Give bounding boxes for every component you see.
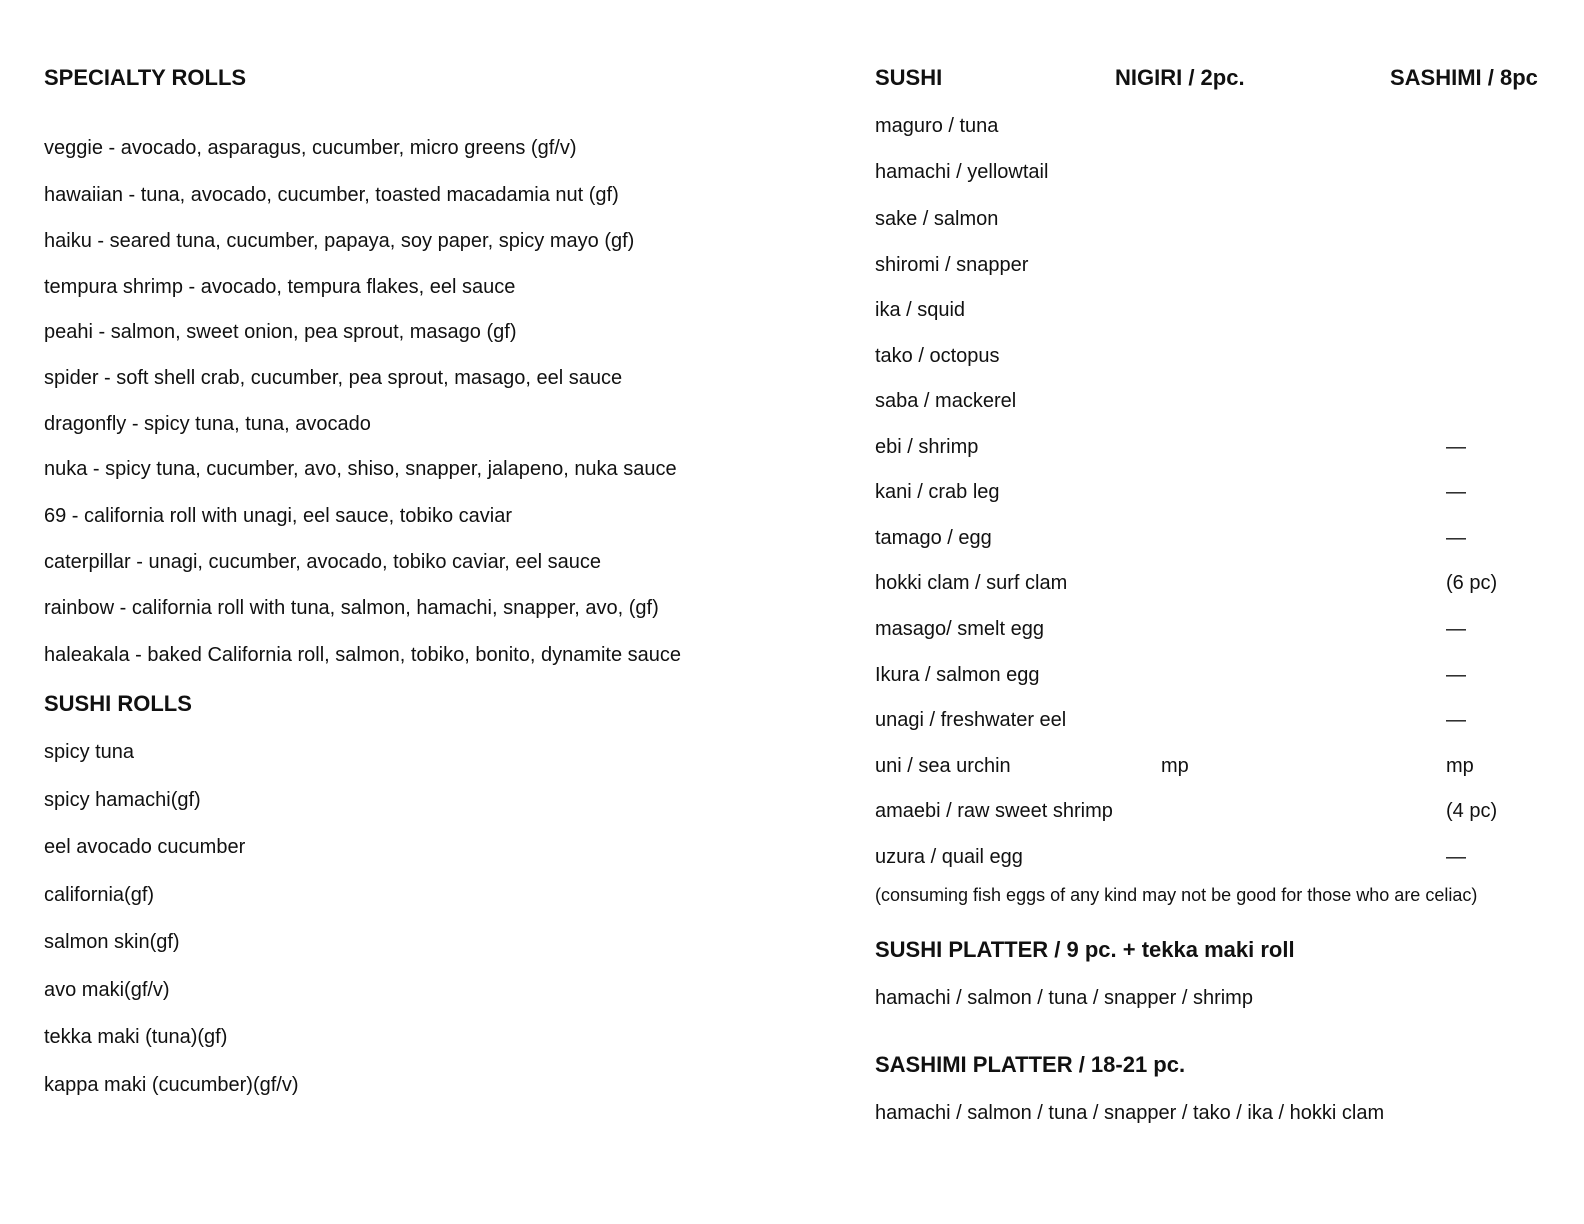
sushi-name: hokki clam / surf clam bbox=[875, 572, 1068, 594]
sashimi-platter-contents: hamachi / salmon / tuna / snapper / tako / ika / hokki clam bbox=[875, 1102, 1385, 1124]
sushi-platter-contents: hamachi / salmon / tuna / snapper / shrimp bbox=[875, 987, 1253, 1009]
list-item bbox=[875, 298, 1545, 322]
list-item: kappa maki (cucumber)(gf/v) bbox=[44, 1074, 299, 1096]
sashimi-price: — bbox=[1446, 481, 1466, 503]
sushi-name: ebi / shrimp bbox=[875, 436, 979, 458]
list-item bbox=[875, 708, 1545, 732]
sushi-name: maguro / tuna bbox=[875, 115, 999, 137]
sushi-name: uzura / quail egg bbox=[875, 846, 1023, 868]
sushi-name: kani / crab leg bbox=[875, 481, 1000, 503]
list-item bbox=[875, 754, 1545, 778]
sashimi-price: — bbox=[1446, 846, 1466, 868]
list-item bbox=[875, 344, 1545, 368]
sashimi-price: (6 pc) bbox=[1446, 572, 1498, 594]
list-item bbox=[875, 389, 1545, 413]
sushi-platter-heading: SUSHI PLATTER / 9 pc. + tekka maki roll bbox=[875, 937, 1295, 962]
list-item: spicy hamachi(gf) bbox=[44, 789, 201, 811]
list-item bbox=[875, 435, 1545, 459]
nigiri-price: mp bbox=[1161, 755, 1189, 777]
list-item bbox=[875, 480, 1545, 504]
sashimi-price: — bbox=[1446, 709, 1466, 731]
list-item bbox=[875, 207, 1545, 231]
list-item: nuka - spicy tuna, cucumber, avo, shiso, snapper, jalapeno, nuka sauce bbox=[44, 458, 677, 480]
sushi-name: saba / mackerel bbox=[875, 390, 1017, 412]
list-item: salmon skin(gf) bbox=[44, 931, 180, 953]
list-item bbox=[875, 799, 1545, 823]
list-item: tempura shrimp - avocado, tempura flakes, eel sauce bbox=[44, 276, 516, 298]
sushi-name: masago/ smelt egg bbox=[875, 618, 1044, 640]
specialty-rolls-heading: SPECIALTY ROLLS bbox=[44, 65, 247, 90]
list-item bbox=[875, 845, 1545, 869]
list-item: 69 - california roll with unagi, eel sauce, tobiko caviar bbox=[44, 505, 513, 527]
sushi-rolls-heading: SUSHI ROLLS bbox=[44, 691, 192, 716]
list-item: caterpillar - unagi, cucumber, avocado, tobiko caviar, eel sauce bbox=[44, 551, 601, 573]
list-item bbox=[875, 253, 1545, 277]
sushi-name: ika / squid bbox=[875, 299, 966, 321]
sushi-name: Ikura / salmon egg bbox=[875, 664, 1040, 686]
sashimi-price: (4 pc) bbox=[1446, 800, 1498, 822]
sushi-name: tamago / egg bbox=[875, 527, 992, 549]
list-item: tekka maki (tuna)(gf) bbox=[44, 1026, 228, 1048]
list-item bbox=[875, 663, 1545, 687]
list-item: haleakala - baked California roll, salmon, tobiko, bonito, dynamite sauce bbox=[44, 644, 682, 666]
list-item bbox=[875, 617, 1545, 641]
sushi-name: tako / octopus bbox=[875, 345, 1000, 367]
sashimi-price: — bbox=[1446, 664, 1466, 686]
sushi-name: uni / sea urchin bbox=[875, 755, 1011, 777]
list-item bbox=[875, 114, 1545, 138]
list-item: veggie - avocado, asparagus, cucumber, micro greens (gf/v) bbox=[44, 137, 577, 159]
sushi-name: amaebi / raw sweet shrimp bbox=[875, 800, 1113, 822]
sashimi-column-header: SASHIMI / 8pc bbox=[1390, 65, 1538, 90]
list-item bbox=[875, 571, 1545, 595]
list-item: avo maki(gf/v) bbox=[44, 979, 170, 1001]
list-item: dragonfly - spicy tuna, tuna, avocado bbox=[44, 413, 371, 435]
list-item: rainbow - california roll with tuna, salmon, hamachi, snapper, avo, (gf) bbox=[44, 597, 659, 619]
sashimi-price: — bbox=[1446, 436, 1466, 458]
list-item: california(gf) bbox=[44, 884, 155, 906]
celiac-note: (consuming fish eggs of any kind may not be good for those who are celiac) bbox=[875, 885, 1478, 905]
sushi-heading: SUSHI bbox=[875, 65, 943, 90]
sashimi-price: — bbox=[1446, 527, 1466, 549]
sashimi-price: — bbox=[1446, 618, 1466, 640]
list-item: haiku - seared tuna, cucumber, papaya, soy paper, spicy mayo (gf) bbox=[44, 230, 635, 252]
list-item: peahi - salmon, sweet onion, pea sprout, masago (gf) bbox=[44, 321, 517, 343]
list-item: eel avocado cucumber bbox=[44, 836, 246, 858]
sashimi-platter-heading: SASHIMI PLATTER / 18-21 pc. bbox=[875, 1052, 1186, 1077]
list-item bbox=[875, 160, 1545, 184]
sushi-name: shiromi / snapper bbox=[875, 254, 1029, 276]
sushi-name: unagi / freshwater eel bbox=[875, 709, 1067, 731]
list-item bbox=[875, 526, 1545, 550]
list-item: spicy tuna bbox=[44, 741, 135, 763]
sushi-name: sake / salmon bbox=[875, 208, 999, 230]
sushi-name: hamachi / yellowtail bbox=[875, 161, 1049, 183]
nigiri-column-header: NIGIRI / 2pc. bbox=[1115, 65, 1245, 90]
sashimi-price: mp bbox=[1446, 755, 1474, 777]
list-item: hawaiian - tuna, avocado, cucumber, toasted macadamia nut (gf) bbox=[44, 184, 619, 206]
list-item: spider - soft shell crab, cucumber, pea sprout, masago, eel sauce bbox=[44, 367, 623, 389]
